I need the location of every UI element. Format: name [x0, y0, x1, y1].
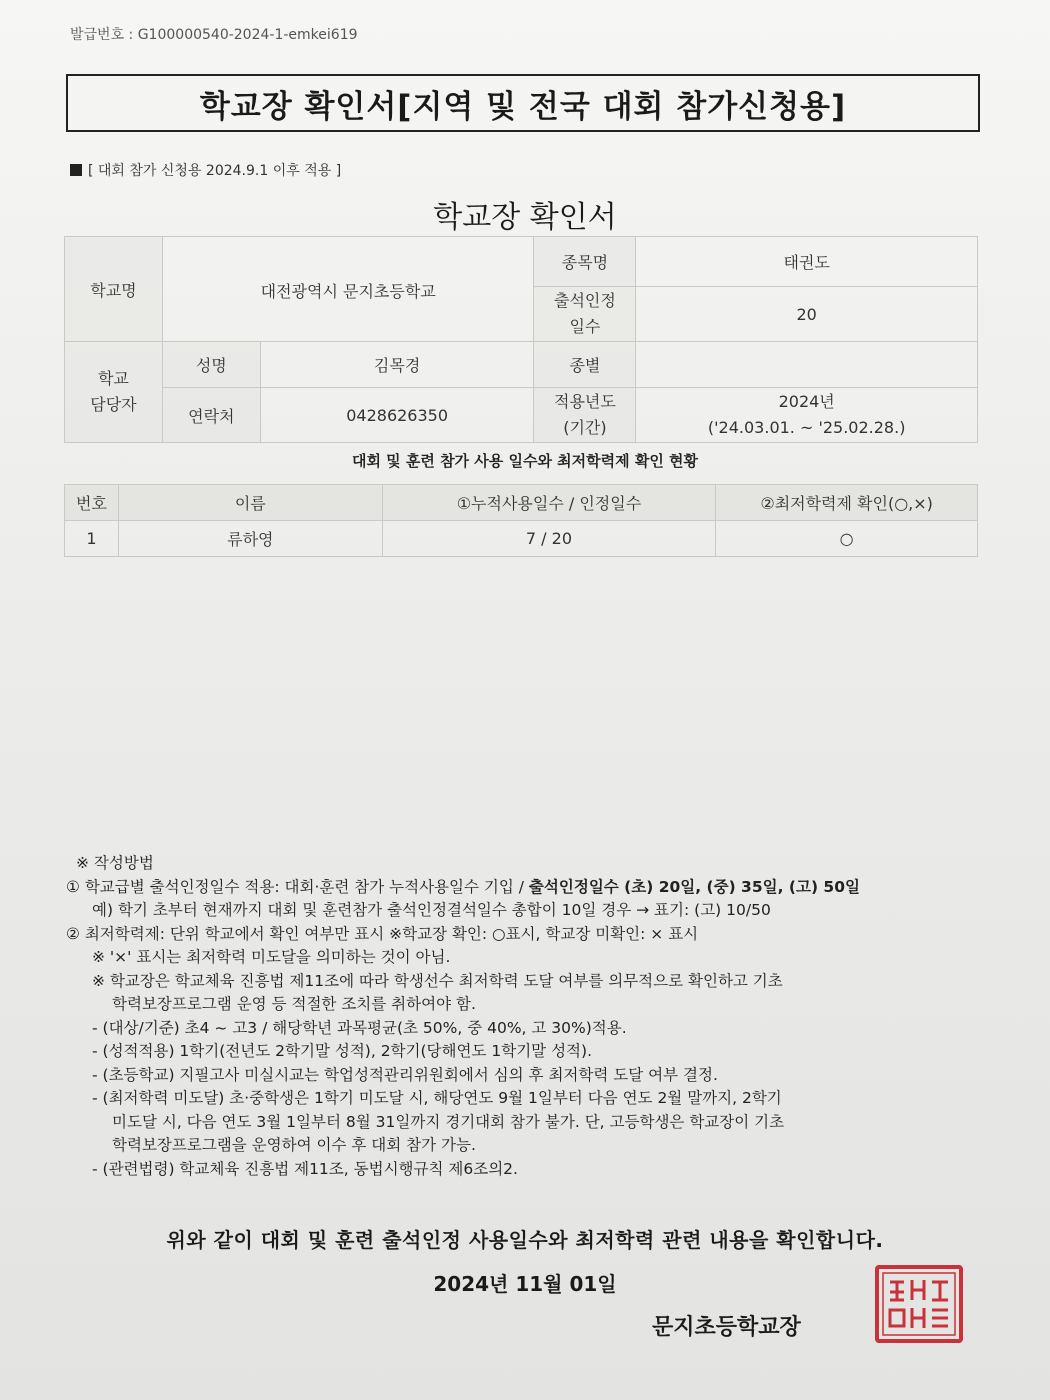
contact-value: 0428626350: [260, 388, 534, 443]
year-value-line2: ('24.03.01. ~ '25.02.28.): [707, 418, 906, 437]
note-line-13: - (관련법령) 학교체육 진흥법 제11조, 동법시행규칙 제6조의2.: [92, 1159, 518, 1178]
sport-label: 종목명: [534, 237, 636, 287]
status-table: [64, 484, 978, 557]
school-label: 학교명: [65, 237, 163, 342]
header-min-academic: ②최저학력제 확인(○,×): [716, 485, 978, 521]
school-value: 대전광역시 문지초등학교: [162, 237, 534, 342]
note-line-8: - (성적적용) 1학기(전년도 2학기말 성적), 2학기(당해연도 1학기말 성적).: [92, 1042, 592, 1060]
year-label-line2: (기간): [563, 418, 607, 437]
name-value: 김목경: [260, 342, 534, 388]
note-line: [66, 876, 996, 900]
attendance-label: [534, 287, 636, 342]
issue-date: 2024년 11월 01일: [433, 1272, 617, 1296]
sub-title: 학교장 확인서: [433, 200, 617, 235]
header-number: 번호: [65, 485, 119, 521]
year-value: [636, 388, 978, 443]
header-name: 이름: [118, 485, 382, 521]
signer: 문지초등학교장: [652, 1315, 801, 1340]
notice-line: [70, 160, 341, 180]
note-line-9: - (초등학교) 지필고사 미실시교는 학업성적관리위원회에서 심의 후 최저학력 도달 여부 결정.: [92, 1065, 718, 1084]
official-seal-icon: [874, 1264, 964, 1344]
note-line-2: 예) 학기 초부터 현재까지 대회 및 훈련참가 출석인정결석일수 총합이 10일 경우 → 표기: (고) 10/50: [92, 901, 771, 919]
manager-label: [65, 342, 163, 443]
status-header-row: [65, 485, 978, 521]
note-line-7: - (대상/기준) 초4 ~ 고3 / 해당학년 과목평균(초 50%, 중 40%, 고 30%)적용.: [92, 1018, 627, 1037]
contact-label: 연락처: [162, 388, 260, 443]
manager-label-line2: 담당자: [90, 395, 137, 414]
note-line-11: 미도달 시, 다음 연도 3월 1일부터 8월 31일까지 경기대회 참가 불가. 단, 고등학생은 학교장이 기초: [112, 1112, 785, 1131]
main-title: 학교장 확인서[지역 및 전국 대회 참가신청용]: [66, 74, 980, 132]
note-line-6: 학력보장프로그램 운영 등 적절한 조치를 취하여야 함.: [112, 995, 476, 1013]
note-line-12: 학력보장프로그램을 운영하여 이수 후 대회 참가 가능.: [112, 1136, 476, 1154]
table-row: [65, 521, 978, 557]
status-title: 대회 및 훈련 참가 사용 일수와 최저학력제 확인 현황: [351, 452, 699, 470]
name-label: 성명: [162, 342, 260, 388]
note-line-1b: 출석인정일수 (초) 20일, (중) 35일, (고) 50일: [528, 877, 860, 896]
row-usage-days: 7 / 20: [382, 521, 716, 557]
row-name: 류하영: [118, 521, 382, 557]
attendance-label-line1: 출석인정: [554, 291, 616, 310]
manager-label-line1: 학교: [97, 369, 129, 388]
attendance-label-line2: 일수: [569, 317, 601, 336]
note-line-4: ※ '×' 표시는 최저학력 미도달을 의미하는 것이 아님.: [92, 948, 451, 966]
issue-number: 발급번호 : G100000540-2024-1-emkei619: [70, 27, 358, 43]
year-label-line1: 적용년도: [554, 392, 616, 411]
row-min-academic: ○: [716, 521, 978, 557]
year-label: [534, 388, 636, 443]
row-number: 1: [65, 521, 119, 557]
category-label: 종별: [534, 342, 636, 388]
header-usage-days: ①누적사용일수 / 인정일수: [382, 485, 716, 521]
confirmation-statement: 위와 같이 대회 및 훈련 출석인정 사용일수와 최저학력 관련 내용을 확인합니다.: [166, 1228, 884, 1252]
note-line-3: ② 최저학력제: 단위 학교에서 확인 여부만 표시 ※학교장 확인: ○표시, 학교장 미확인: × 표시: [66, 924, 699, 943]
square-bullet-icon: [70, 164, 82, 176]
sport-value: 태권도: [636, 237, 978, 287]
notice-text: [ 대회 참가 신청용 2024.9.1 이후 적용 ]: [88, 163, 342, 179]
writing-instructions: [66, 852, 996, 1181]
note-line-1a: ① 학교급별 출석인정일수 적용: 대회·훈련 참가 누적사용일수 기입 /: [66, 877, 529, 896]
category-value: [636, 342, 978, 388]
note-line-5: ※ 학교장은 학교체육 진흥법 제11조에 따라 학생선수 최저학력 도달 여부를 의무적으로 확인하고 기초: [92, 971, 783, 990]
year-value-line1: 2024년: [778, 392, 835, 411]
notes-title: ※ 작성방법: [76, 854, 154, 872]
info-table: [64, 236, 978, 443]
note-line-10: - (최저학력 미도달) 초·중학생은 1학기 미도달 시, 해당연도 9월 1일부터 다음 연도 2월 말까지, 2학기: [92, 1089, 782, 1107]
attendance-value: 20: [636, 287, 978, 342]
